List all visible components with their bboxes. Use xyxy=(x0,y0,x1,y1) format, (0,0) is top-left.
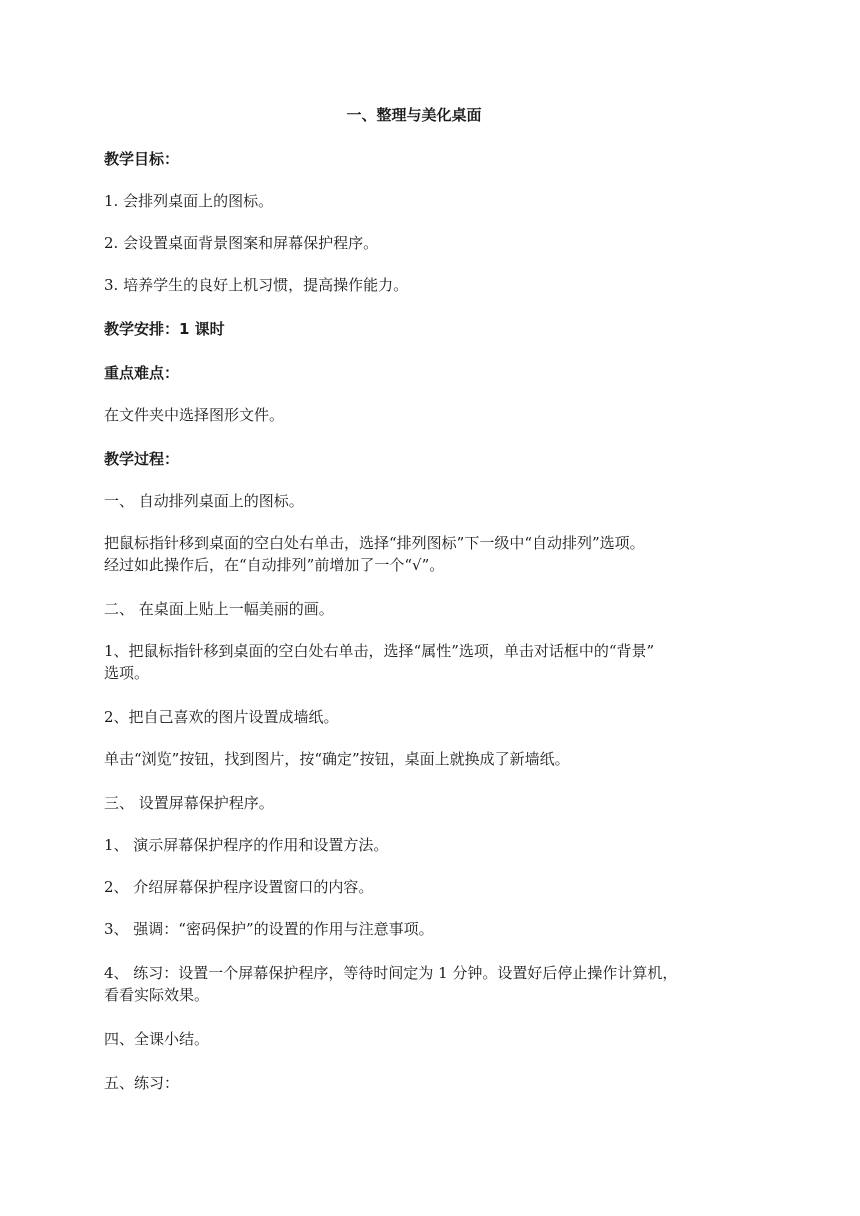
document-title: 一、整理与美化桌面 xyxy=(346,106,482,124)
section-2-step-2-body: 单击“浏览”按钮，找到图片，按“确定”按钮，桌面上就换成了新墙纸。 xyxy=(104,750,570,768)
section-1-body-line-2: 经过如此操作后，在“自动排列”前增加了一个“√”。 xyxy=(104,556,445,574)
section-2-step-2: 2、把自己喜欢的图片设置成墙纸。 xyxy=(104,708,339,726)
section-2-step-1-line-1: 1、把鼠标指针移到桌面的空白处右单击，选择“属性”选项，单击对话框中的“背景” xyxy=(104,642,655,660)
objective-item-3: 3. 培养学生的良好上机习惯，提高操作能力。 xyxy=(104,276,409,294)
key-points-heading: 重点难点： xyxy=(104,364,180,382)
objective-item-1: 1. 会排列桌面上的图标。 xyxy=(104,192,274,210)
section-1-body-line-1: 把鼠标指针移到桌面的空白处右单击，选择“排列图标”下一级中“自动排列”选项。 xyxy=(104,534,645,552)
section-3-item-4-line-2: 看看实际效果。 xyxy=(104,986,210,1004)
process-heading: 教学过程： xyxy=(104,450,180,468)
section-5-title: 五、练习： xyxy=(104,1074,180,1092)
section-3-item-2: 2、 介绍屏幕保护程序设置窗口的内容。 xyxy=(104,878,374,896)
schedule-line: 教学安排：1 课时 xyxy=(104,320,225,338)
section-3-item-3: 3、 强调：“密码保护”的设置的作用与注意事项。 xyxy=(104,920,434,938)
objectives-heading: 教学目标： xyxy=(104,150,180,168)
section-3-item-4-line-1: 4、 练习：设置一个屏幕保护程序，等待时间定为 1 分钟。设置好后停止操作计算机， xyxy=(104,964,678,982)
section-1-title: 一、 自动排列桌面上的图标。 xyxy=(104,492,304,510)
section-2-title: 二、 在桌面上贴上一幅美丽的画。 xyxy=(104,600,334,618)
section-3-title: 三、 设置屏幕保护程序。 xyxy=(104,794,274,812)
section-3-item-1: 1、 演示屏幕保护程序的作用和设置方法。 xyxy=(104,836,389,854)
section-2-step-1-line-2: 选项。 xyxy=(104,664,150,682)
key-points-text: 在文件夹中选择图形文件。 xyxy=(104,406,285,424)
objective-item-2: 2. 会设置桌面背景图案和屏幕保护程序。 xyxy=(104,234,379,252)
section-4-title: 四、全课小结。 xyxy=(104,1030,210,1048)
